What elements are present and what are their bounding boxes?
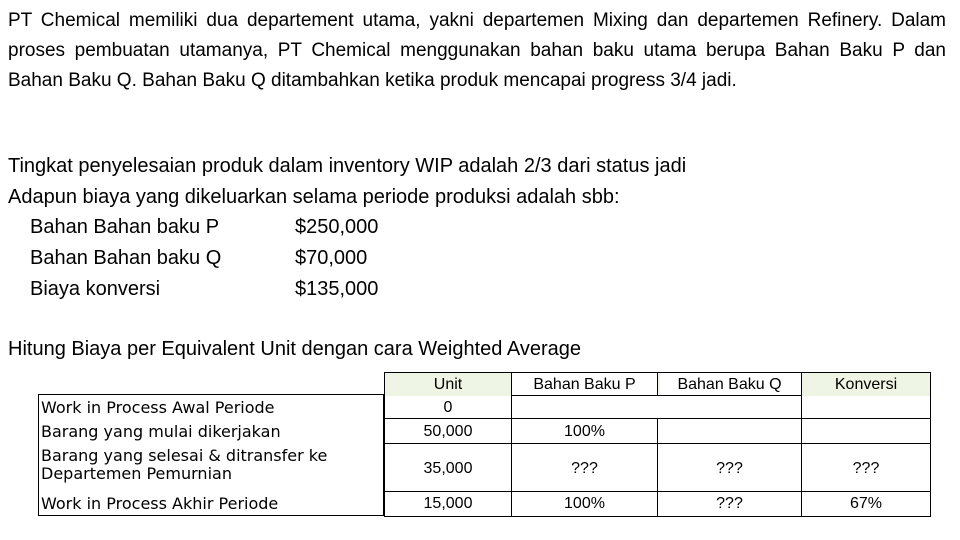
cell-q-completed: ??? (716, 460, 743, 477)
cell-k-wip-end: 67% (849, 495, 883, 512)
header-bahan-baku-q: Bahan Baku Q (677, 376, 782, 393)
cost-value-conversion: $135,000 (295, 278, 379, 300)
cell-p-started: 100% (564, 423, 605, 440)
row-label-completed: Barang yang selesai & ditransfer ke Departemen Pemurnian (41, 446, 328, 483)
cost-value-p: $250,000 (295, 216, 379, 238)
row-label-wip-end: Work in Process Akhir Periode (41, 494, 279, 513)
cell-unit-completed: 35,000 (423, 460, 473, 477)
header-unit: Unit (433, 376, 463, 393)
cell-p-wip-end: 100% (564, 495, 605, 512)
table-row-labels (38, 394, 384, 516)
cell-unit-started: 50,000 (423, 423, 473, 440)
wip-completion-text: Tingkat penyelesaian produk dalam inventory WIP adalah 2/3 dari status jadi (8, 155, 687, 177)
cost-value-q: $70,000 (295, 247, 368, 269)
cell-p-completed: ??? (571, 460, 598, 477)
cost-label-p: Bahan Bahan baku P (30, 216, 220, 238)
cost-label-conversion: Biaya konversi (30, 278, 161, 300)
cell-unit-wip-end: 15,000 (423, 495, 473, 512)
costs-intro-text: Adapun biaya yang dikeluarkan selama periode produksi adalah sbb: (8, 186, 620, 208)
intro-paragraph: PT Chemical memiliki dua departement utama, yakni departemen Mixing dan departemen Refinery. Dalam proses pembuatan utamanya, PT Chemical menggunakan bahan baku utama berupa Bahan Baku P dan Bahan Baku Q. Bahan Baku Q ditambahkan ketika produk mencapai progress 3/4 jadi. (8, 10, 946, 91)
cell-k-completed: ??? (852, 460, 880, 477)
cost-label-q: Bahan Bahan baku Q (30, 247, 222, 269)
cell-unit-wip-start: 0 (443, 399, 453, 416)
row-label-wip-start: Work in Process Awal Periode (41, 398, 275, 417)
task-text: Hitung Biaya per Equivalent Unit dengan cara Weighted Average (8, 338, 581, 360)
header-bahan-baku-p: Bahan Baku P (533, 376, 636, 393)
cell-q-wip-end: ??? (716, 495, 743, 512)
row-label-started: Barang yang mulai dikerjakan (41, 422, 281, 441)
header-konversi: Konversi (834, 376, 898, 393)
